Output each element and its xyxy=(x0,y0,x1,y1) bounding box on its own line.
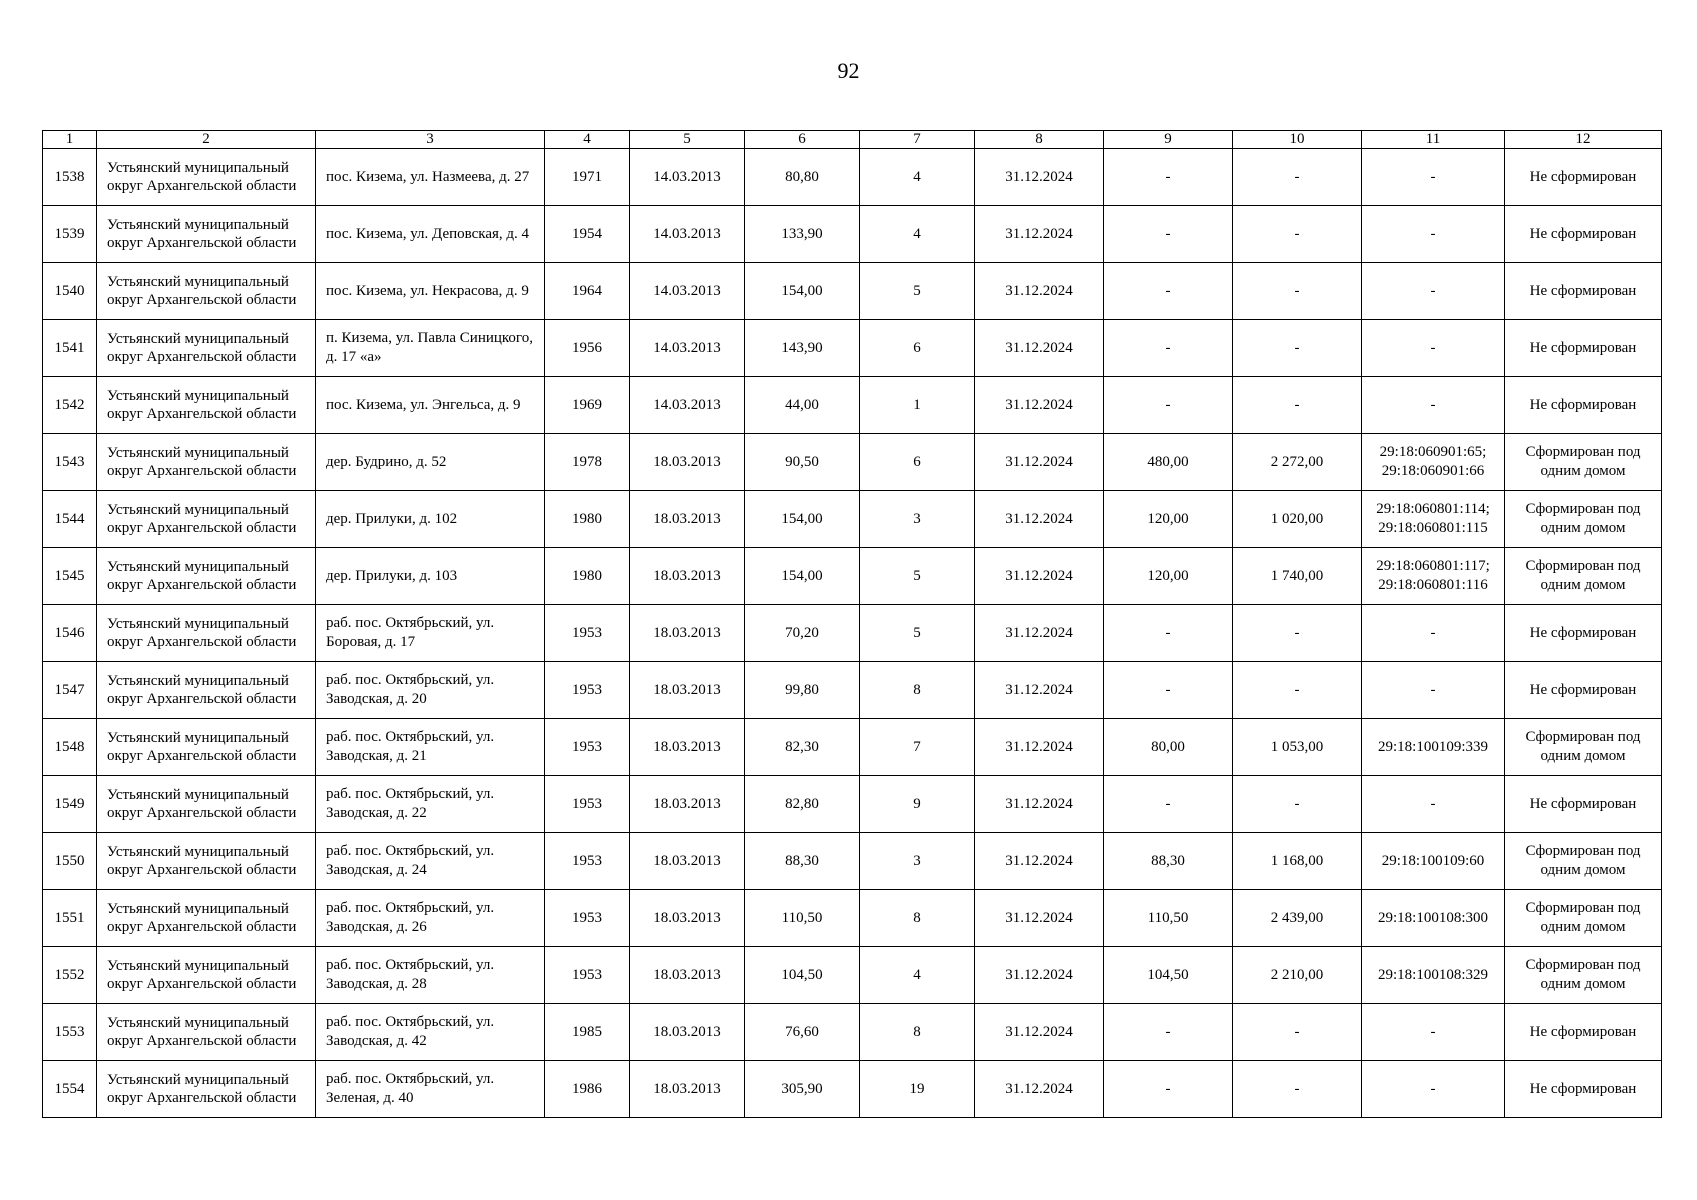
year-built-cell: 1954 xyxy=(545,206,630,263)
column-number-header: 6 xyxy=(745,131,860,149)
cadastral-number-cell: - xyxy=(1362,662,1505,719)
cadastral-value-cell: 1 020,00 xyxy=(1233,491,1362,548)
table-row xyxy=(43,548,1662,605)
row-number-cell: 1538 xyxy=(43,149,97,206)
municipality-cell: Устьянский муниципальный округ Архангельской области xyxy=(97,1061,316,1118)
residents-cell: 8 xyxy=(860,1004,975,1061)
municipality-cell: Устьянский муниципальный округ Архангельской области xyxy=(97,605,316,662)
resettlement-date-cell: 31.12.2024 xyxy=(975,320,1104,377)
land-area-cell: 120,00 xyxy=(1104,491,1233,548)
row-number-cell: 1546 xyxy=(43,605,97,662)
table-row xyxy=(43,776,1662,833)
resettlement-date-cell: 31.12.2024 xyxy=(975,263,1104,320)
municipality-cell: Устьянский муниципальный округ Архангельской области xyxy=(97,662,316,719)
land-area-cell: - xyxy=(1104,776,1233,833)
cadastral-value-cell: - xyxy=(1233,149,1362,206)
table-header-row xyxy=(43,131,1662,149)
land-area-cell: - xyxy=(1104,149,1233,206)
residents-cell: 6 xyxy=(860,320,975,377)
land-status-cell: Не сформирован xyxy=(1505,149,1662,206)
municipality-cell: Устьянский муниципальный округ Архангельской области xyxy=(97,377,316,434)
address-cell: раб. пос. Октябрьский, ул. Заводская, д. 21 xyxy=(316,719,545,776)
resettlement-date-cell: 31.12.2024 xyxy=(975,149,1104,206)
table-row xyxy=(43,719,1662,776)
table-row xyxy=(43,662,1662,719)
cadastral-value-cell: - xyxy=(1233,776,1362,833)
recognition-date-cell: 18.03.2013 xyxy=(630,776,745,833)
page-number: 92 xyxy=(837,58,860,83)
table-body xyxy=(43,149,1662,1118)
municipality-cell: Устьянский муниципальный округ Архангельской области xyxy=(97,890,316,947)
land-area-cell: 88,30 xyxy=(1104,833,1233,890)
land-status-cell: Не сформирован xyxy=(1505,662,1662,719)
residents-cell: 5 xyxy=(860,263,975,320)
residents-cell: 3 xyxy=(860,833,975,890)
address-cell: раб. пос. Октябрьский, ул. Заводская, д. 26 xyxy=(316,890,545,947)
cadastral-number-cell: - xyxy=(1362,263,1505,320)
cadastral-number-cell: - xyxy=(1362,377,1505,434)
resettlement-date-cell: 31.12.2024 xyxy=(975,434,1104,491)
year-built-cell: 1969 xyxy=(545,377,630,434)
area-cell: 99,80 xyxy=(745,662,860,719)
municipality-cell: Устьянский муниципальный округ Архангельской области xyxy=(97,263,316,320)
year-built-cell: 1953 xyxy=(545,719,630,776)
recognition-date-cell: 14.03.2013 xyxy=(630,377,745,434)
land-status-cell: Сформирован под одним домом xyxy=(1505,947,1662,1004)
address-cell: раб. пос. Октябрьский, ул. Заводская, д. 24 xyxy=(316,833,545,890)
municipality-cell: Устьянский муниципальный округ Архангельской области xyxy=(97,548,316,605)
area-cell: 154,00 xyxy=(745,548,860,605)
resettlement-date-cell: 31.12.2024 xyxy=(975,662,1104,719)
cadastral-value-cell: - xyxy=(1233,320,1362,377)
row-number-cell: 1543 xyxy=(43,434,97,491)
residents-cell: 8 xyxy=(860,662,975,719)
land-status-cell: Не сформирован xyxy=(1505,776,1662,833)
area-cell: 154,00 xyxy=(745,491,860,548)
municipality-cell: Устьянский муниципальный округ Архангельской области xyxy=(97,947,316,1004)
column-number-header: 8 xyxy=(975,131,1104,149)
year-built-cell: 1980 xyxy=(545,548,630,605)
area-cell: 76,60 xyxy=(745,1004,860,1061)
address-cell: раб. пос. Октябрьский, ул. Заводская, д. 22 xyxy=(316,776,545,833)
address-cell: раб. пос. Октябрьский, ул. Зеленая, д. 40 xyxy=(316,1061,545,1118)
recognition-date-cell: 18.03.2013 xyxy=(630,605,745,662)
table-row xyxy=(43,377,1662,434)
row-number-cell: 1549 xyxy=(43,776,97,833)
land-status-cell: Сформирован под одним домом xyxy=(1505,719,1662,776)
land-status-cell: Не сформирован xyxy=(1505,206,1662,263)
row-number-cell: 1552 xyxy=(43,947,97,1004)
land-area-cell: - xyxy=(1104,377,1233,434)
cadastral-value-cell: - xyxy=(1233,1061,1362,1118)
residents-cell: 5 xyxy=(860,548,975,605)
cadastral-value-cell: 2 439,00 xyxy=(1233,890,1362,947)
year-built-cell: 1953 xyxy=(545,947,630,1004)
residents-cell: 9 xyxy=(860,776,975,833)
resettlement-date-cell: 31.12.2024 xyxy=(975,776,1104,833)
column-number-header: 4 xyxy=(545,131,630,149)
address-cell: пос. Кизема, ул. Деповская, д. 4 xyxy=(316,206,545,263)
recognition-date-cell: 18.03.2013 xyxy=(630,1061,745,1118)
recognition-date-cell: 18.03.2013 xyxy=(630,1004,745,1061)
table-row xyxy=(43,1004,1662,1061)
land-status-cell: Сформирован под одним домом xyxy=(1505,491,1662,548)
resettlement-date-cell: 31.12.2024 xyxy=(975,206,1104,263)
recognition-date-cell: 14.03.2013 xyxy=(630,206,745,263)
recognition-date-cell: 18.03.2013 xyxy=(630,833,745,890)
address-cell: дер. Будрино, д. 52 xyxy=(316,434,545,491)
row-number-cell: 1544 xyxy=(43,491,97,548)
column-number-header: 2 xyxy=(97,131,316,149)
municipality-cell: Устьянский муниципальный округ Архангельской области xyxy=(97,320,316,377)
table-row xyxy=(43,833,1662,890)
area-cell: 133,90 xyxy=(745,206,860,263)
land-area-cell: - xyxy=(1104,1061,1233,1118)
column-number-header: 10 xyxy=(1233,131,1362,149)
recognition-date-cell: 18.03.2013 xyxy=(630,434,745,491)
table-row xyxy=(43,1061,1662,1118)
land-status-cell: Сформирован под одним домом xyxy=(1505,890,1662,947)
land-area-cell: 110,50 xyxy=(1104,890,1233,947)
cadastral-number-cell: - xyxy=(1362,320,1505,377)
area-cell: 110,50 xyxy=(745,890,860,947)
land-area-cell: 104,50 xyxy=(1104,947,1233,1004)
cadastral-number-cell: - xyxy=(1362,1004,1505,1061)
cadastral-number-cell: 29:18:060801:114; 29:18:060801:115 xyxy=(1362,491,1505,548)
recognition-date-cell: 18.03.2013 xyxy=(630,719,745,776)
address-cell: п. Кизема, ул. Павла Синицкого, д. 17 «а» xyxy=(316,320,545,377)
residents-cell: 6 xyxy=(860,434,975,491)
row-number-cell: 1547 xyxy=(43,662,97,719)
year-built-cell: 1953 xyxy=(545,833,630,890)
table-row xyxy=(43,149,1662,206)
residents-cell: 19 xyxy=(860,1061,975,1118)
resettlement-date-cell: 31.12.2024 xyxy=(975,377,1104,434)
recognition-date-cell: 18.03.2013 xyxy=(630,947,745,1004)
cadastral-number-cell: 29:18:100109:60 xyxy=(1362,833,1505,890)
row-number-cell: 1545 xyxy=(43,548,97,605)
resettlement-date-cell: 31.12.2024 xyxy=(975,890,1104,947)
column-number-header: 3 xyxy=(316,131,545,149)
resettlement-date-cell: 31.12.2024 xyxy=(975,491,1104,548)
address-cell: дер. Прилуки, д. 103 xyxy=(316,548,545,605)
area-cell: 44,00 xyxy=(745,377,860,434)
year-built-cell: 1964 xyxy=(545,263,630,320)
cadastral-number-cell: - xyxy=(1362,1061,1505,1118)
cadastral-value-cell: - xyxy=(1233,206,1362,263)
land-status-cell: Не сформирован xyxy=(1505,263,1662,320)
row-number-cell: 1554 xyxy=(43,1061,97,1118)
row-number-cell: 1539 xyxy=(43,206,97,263)
land-status-cell: Сформирован под одним домом xyxy=(1505,434,1662,491)
resettlement-date-cell: 31.12.2024 xyxy=(975,548,1104,605)
cadastral-value-cell: 2 272,00 xyxy=(1233,434,1362,491)
land-status-cell: Не сформирован xyxy=(1505,1061,1662,1118)
resettlement-date-cell: 31.12.2024 xyxy=(975,719,1104,776)
recognition-date-cell: 18.03.2013 xyxy=(630,548,745,605)
year-built-cell: 1953 xyxy=(545,662,630,719)
cadastral-number-cell: 29:18:060801:117; 29:18:060801:116 xyxy=(1362,548,1505,605)
land-status-cell: Сформирован под одним домом xyxy=(1505,548,1662,605)
cadastral-number-cell: - xyxy=(1362,149,1505,206)
address-cell: дер. Прилуки, д. 102 xyxy=(316,491,545,548)
municipality-cell: Устьянский муниципальный округ Архангельской области xyxy=(97,1004,316,1061)
residents-cell: 8 xyxy=(860,890,975,947)
land-status-cell: Не сформирован xyxy=(1505,1004,1662,1061)
recognition-date-cell: 18.03.2013 xyxy=(630,662,745,719)
row-number-cell: 1551 xyxy=(43,890,97,947)
column-number-header: 12 xyxy=(1505,131,1662,149)
cadastral-value-cell: - xyxy=(1233,1004,1362,1061)
row-number-cell: 1553 xyxy=(43,1004,97,1061)
recognition-date-cell: 14.03.2013 xyxy=(630,149,745,206)
area-cell: 154,00 xyxy=(745,263,860,320)
residents-cell: 5 xyxy=(860,605,975,662)
recognition-date-cell: 18.03.2013 xyxy=(630,491,745,548)
address-cell: раб. пос. Октябрьский, ул. Заводская, д. 28 xyxy=(316,947,545,1004)
recognition-date-cell: 14.03.2013 xyxy=(630,320,745,377)
cadastral-number-cell: - xyxy=(1362,605,1505,662)
area-cell: 305,90 xyxy=(745,1061,860,1118)
recognition-date-cell: 14.03.2013 xyxy=(630,263,745,320)
land-area-cell: - xyxy=(1104,662,1233,719)
land-area-cell: - xyxy=(1104,206,1233,263)
area-cell: 70,20 xyxy=(745,605,860,662)
residents-cell: 1 xyxy=(860,377,975,434)
year-built-cell: 1953 xyxy=(545,605,630,662)
area-cell: 90,50 xyxy=(745,434,860,491)
area-cell: 82,80 xyxy=(745,776,860,833)
residents-cell: 4 xyxy=(860,206,975,263)
land-area-cell: - xyxy=(1104,605,1233,662)
cadastral-value-cell: - xyxy=(1233,662,1362,719)
cadastral-value-cell: 1 168,00 xyxy=(1233,833,1362,890)
address-cell: пос. Кизема, ул. Некрасова, д. 9 xyxy=(316,263,545,320)
area-cell: 143,90 xyxy=(745,320,860,377)
table-row xyxy=(43,890,1662,947)
resettlement-date-cell: 31.12.2024 xyxy=(975,833,1104,890)
land-status-cell: Не сформирован xyxy=(1505,605,1662,662)
residents-cell: 4 xyxy=(860,149,975,206)
land-area-cell: 480,00 xyxy=(1104,434,1233,491)
land-area-cell: 120,00 xyxy=(1104,548,1233,605)
municipality-cell: Устьянский муниципальный округ Архангельской области xyxy=(97,434,316,491)
table-row xyxy=(43,491,1662,548)
area-cell: 104,50 xyxy=(745,947,860,1004)
table-row xyxy=(43,605,1662,662)
column-number-header: 5 xyxy=(630,131,745,149)
land-area-cell: - xyxy=(1104,320,1233,377)
residents-cell: 7 xyxy=(860,719,975,776)
column-number-header: 1 xyxy=(43,131,97,149)
area-cell: 88,30 xyxy=(745,833,860,890)
column-number-header: 9 xyxy=(1104,131,1233,149)
address-cell: пос. Кизема, ул. Назмеева, д. 27 xyxy=(316,149,545,206)
year-built-cell: 1956 xyxy=(545,320,630,377)
resettlement-date-cell: 31.12.2024 xyxy=(975,1061,1104,1118)
year-built-cell: 1986 xyxy=(545,1061,630,1118)
land-status-cell: Не сформирован xyxy=(1505,377,1662,434)
recognition-date-cell: 18.03.2013 xyxy=(630,890,745,947)
table-row xyxy=(43,320,1662,377)
table-row xyxy=(43,947,1662,1004)
table-row xyxy=(43,206,1662,263)
row-number-cell: 1542 xyxy=(43,377,97,434)
cadastral-number-cell: 29:18:100108:329 xyxy=(1362,947,1505,1004)
cadastral-value-cell: - xyxy=(1233,377,1362,434)
year-built-cell: 1980 xyxy=(545,491,630,548)
year-built-cell: 1953 xyxy=(545,890,630,947)
area-cell: 82,30 xyxy=(745,719,860,776)
area-cell: 80,80 xyxy=(745,149,860,206)
cadastral-number-cell: 29:18:100109:339 xyxy=(1362,719,1505,776)
residents-cell: 3 xyxy=(860,491,975,548)
municipality-cell: Устьянский муниципальный округ Архангельской области xyxy=(97,149,316,206)
year-built-cell: 1985 xyxy=(545,1004,630,1061)
municipality-cell: Устьянский муниципальный округ Архангельской области xyxy=(97,206,316,263)
row-number-cell: 1550 xyxy=(43,833,97,890)
table-row xyxy=(43,434,1662,491)
land-area-cell: 80,00 xyxy=(1104,719,1233,776)
year-built-cell: 1971 xyxy=(545,149,630,206)
year-built-cell: 1978 xyxy=(545,434,630,491)
municipality-cell: Устьянский муниципальный округ Архангельской области xyxy=(97,833,316,890)
housing-registry-table xyxy=(42,130,1662,1118)
cadastral-value-cell: 2 210,00 xyxy=(1233,947,1362,1004)
cadastral-number-cell: - xyxy=(1362,206,1505,263)
row-number-cell: 1541 xyxy=(43,320,97,377)
land-area-cell: - xyxy=(1104,263,1233,320)
cadastral-number-cell: 29:18:060901:65; 29:18:060901:66 xyxy=(1362,434,1505,491)
land-area-cell: - xyxy=(1104,1004,1233,1061)
cadastral-value-cell: - xyxy=(1233,605,1362,662)
column-number-header: 11 xyxy=(1362,131,1505,149)
column-number-header: 7 xyxy=(860,131,975,149)
row-number-cell: 1548 xyxy=(43,719,97,776)
land-status-cell: Сформирован под одним домом xyxy=(1505,833,1662,890)
municipality-cell: Устьянский муниципальный округ Архангельской области xyxy=(97,719,316,776)
address-cell: раб. пос. Октябрьский, ул. Заводская, д. 42 xyxy=(316,1004,545,1061)
land-status-cell: Не сформирован xyxy=(1505,320,1662,377)
municipality-cell: Устьянский муниципальный округ Архангельской области xyxy=(97,491,316,548)
municipality-cell: Устьянский муниципальный округ Архангельской области xyxy=(97,776,316,833)
cadastral-value-cell: - xyxy=(1233,263,1362,320)
address-cell: раб. пос. Октябрьский, ул. Заводская, д. 20 xyxy=(316,662,545,719)
address-cell: раб. пос. Октябрьский, ул. Боровая, д. 17 xyxy=(316,605,545,662)
row-number-cell: 1540 xyxy=(43,263,97,320)
resettlement-date-cell: 31.12.2024 xyxy=(975,605,1104,662)
resettlement-date-cell: 31.12.2024 xyxy=(975,947,1104,1004)
table-row xyxy=(43,263,1662,320)
cadastral-value-cell: 1 740,00 xyxy=(1233,548,1362,605)
resettlement-date-cell: 31.12.2024 xyxy=(975,1004,1104,1061)
cadastral-number-cell: 29:18:100108:300 xyxy=(1362,890,1505,947)
year-built-cell: 1953 xyxy=(545,776,630,833)
residents-cell: 4 xyxy=(860,947,975,1004)
cadastral-number-cell: - xyxy=(1362,776,1505,833)
address-cell: пос. Кизема, ул. Энгельса, д. 9 xyxy=(316,377,545,434)
cadastral-value-cell: 1 053,00 xyxy=(1233,719,1362,776)
